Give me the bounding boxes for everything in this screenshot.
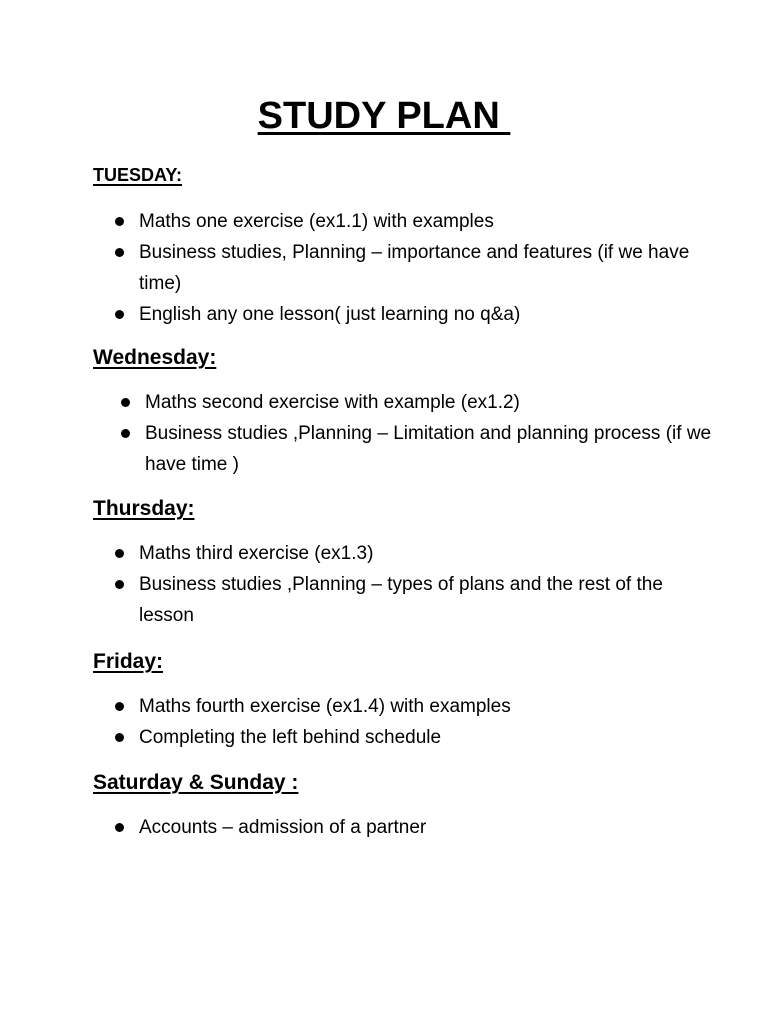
bullet-icon (115, 702, 124, 711)
section-thursday (93, 496, 713, 631)
bullet-icon (115, 823, 124, 832)
list-item-text: Business studies ,Planning – types of plans and the rest of the lesson (139, 574, 663, 626)
list-item (93, 722, 713, 753)
list-item (93, 691, 713, 722)
list-item (93, 237, 713, 299)
list-item (93, 569, 713, 631)
section-weekend (93, 770, 713, 843)
list-item-text: Maths fourth exercise (ex1.4) with examples (139, 696, 511, 717)
section-heading-friday: Friday: (93, 650, 164, 673)
section-friday (93, 649, 713, 753)
list-item-text: Maths third exercise (ex1.3) (139, 543, 374, 564)
task-list-wednesday (93, 387, 713, 480)
bullet-icon (121, 429, 130, 438)
list-item-text: Completing the left behind schedule (139, 727, 442, 748)
task-list-weekend (93, 812, 713, 843)
task-list-friday (93, 691, 713, 753)
bullet-icon (115, 549, 124, 558)
list-item (93, 418, 713, 480)
bullet-icon (115, 217, 124, 226)
list-item (93, 387, 713, 418)
section-heading-tuesday: TUESDAY: (93, 165, 183, 185)
task-list-thursday (93, 538, 713, 631)
task-list-tuesday (93, 206, 713, 330)
list-item-text: Maths one exercise (ex1.1) with examples (139, 211, 494, 232)
bullet-icon (121, 398, 130, 407)
page-title-text: STUDY PLAN (257, 95, 511, 137)
list-item (93, 206, 713, 237)
list-item (93, 538, 713, 569)
list-item-text: Business studies, Planning – importance and features (if we have time) (139, 242, 690, 294)
section-heading-thursday: Thursday: (93, 497, 195, 520)
list-item (93, 812, 713, 843)
list-item-text: Accounts – admission of a partner (139, 817, 427, 838)
list-item-text: Business studies ,Planning – Limitation and planning process (if we have time ) (145, 423, 712, 475)
list-item (93, 299, 713, 330)
section-wednesday (93, 345, 713, 480)
bullet-icon (115, 733, 124, 742)
section-heading-weekend: Saturday & Sunday : (93, 771, 299, 794)
section-heading-wednesday: Wednesday: (93, 346, 217, 369)
bullet-icon (115, 580, 124, 589)
page-title (0, 94, 768, 138)
bullet-icon (115, 310, 124, 319)
section-tuesday (93, 164, 713, 330)
list-item-text: Maths second exercise with example (ex1.2) (145, 392, 520, 413)
bullet-icon (115, 248, 124, 257)
list-item-text: English any one lesson( just learning no q&a) (139, 304, 521, 325)
